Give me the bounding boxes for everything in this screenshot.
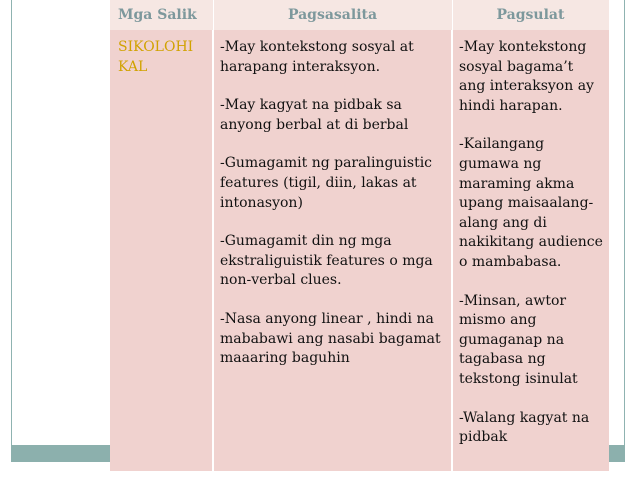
table-header-row xyxy=(110,0,609,30)
comparison-table-container xyxy=(110,0,609,479)
pagsulat-point-4: -Walang kagyat na pidbak xyxy=(459,409,590,446)
pagsulat-point-3: -Minsan, awtor mismo ang gumaganap na tagabasa ng tekstong isinulat xyxy=(459,292,578,387)
pagsasalita-point-2: -May kagyat na pidbak sa anyong berbal at di berbal xyxy=(220,97,409,133)
pagsulat-cell xyxy=(452,30,609,471)
pagsulat-point-1: -May kontekstong sosyal bagama’t ang interaksyon ay hindi harapan. xyxy=(459,39,594,114)
pagsasalita-point-1: -May kontekstong sosyal at harapang interaksyon. xyxy=(220,39,414,75)
pagsasalita-cell xyxy=(213,30,452,471)
table-row xyxy=(110,30,609,471)
pagsulat-point-2: -Kailangang gumawa ng maraming akma upang maisaalang-alang ang di nakikitang audience o mambabasa. xyxy=(459,136,603,270)
header-pagsasalita: Pagsasalita xyxy=(213,0,452,30)
pagsasalita-point-3: -Gumagamit ng paralinguistic features (tigil, diin, lakas at intonasyon) xyxy=(220,155,433,211)
header-pagsulat: Pagsulat xyxy=(452,0,609,30)
factor-cell: SIKOLOHI KAL xyxy=(110,30,213,471)
header-mga-salik: Mga Salik xyxy=(110,0,213,30)
pagsasalita-point-5: -Nasa anyong linear , hindi na mababawi ang nasabi bagamat maaaring baguhin xyxy=(220,310,441,367)
comparison-table xyxy=(110,0,610,471)
pagsasalita-point-4: -Gumagamit din ng mga ekstraliguistik features o mga non-verbal clues. xyxy=(220,233,433,289)
